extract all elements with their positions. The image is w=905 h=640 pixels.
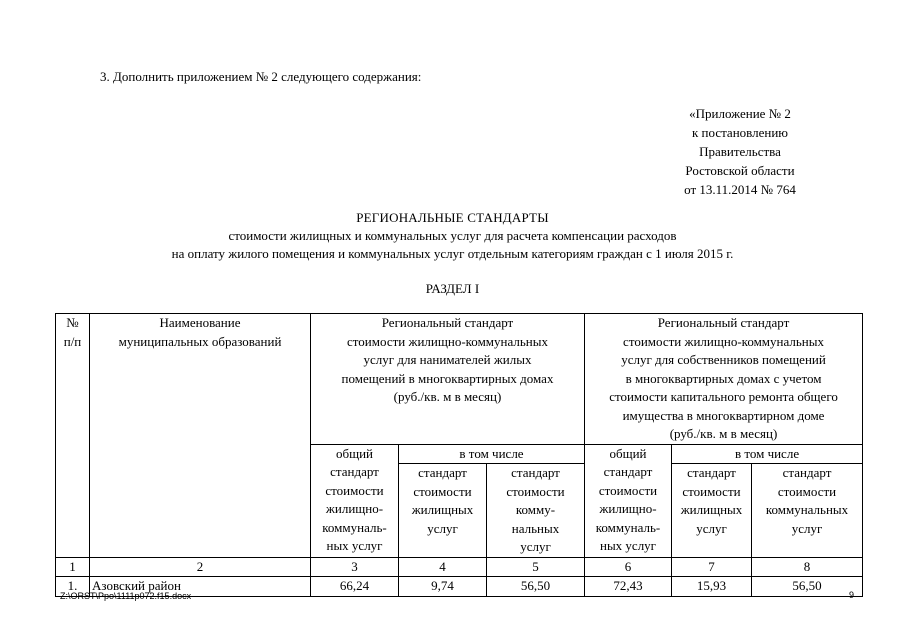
appendix-reference (620, 104, 860, 199)
header-total-g1: общий стандарт стоимости жилищно- коммуналь- ных услуг (311, 444, 399, 557)
column-number: 7 (672, 557, 752, 577)
document-title: РЕГИОНАЛЬНЫЕ СТАНДАРТЫ (356, 210, 549, 225)
row-housing-g1: 9,74 (399, 577, 487, 597)
header-num: № п/п (56, 314, 90, 558)
header-including-g1: в том числе (399, 444, 585, 464)
intro-paragraph: 3. Дополнить приложением № 2 следующего содержания: (100, 69, 422, 84)
appendix-line: Ростовской области (685, 163, 795, 178)
footer-page-number: 9 (849, 590, 855, 600)
document-subtitle-line2: на оплату жилого помещения и коммунальных услуг отдельным категориям граждан с 1 июля 2015 г. (171, 246, 734, 261)
row-communal-g1: 56,50 (487, 577, 585, 597)
column-number: 4 (399, 557, 487, 577)
standards-table (55, 313, 863, 597)
appendix-line: к постановлению (691, 125, 789, 140)
header-housing-g2: стандарт стоимости жилищных услуг (672, 464, 752, 558)
footer-file-path: Z:\ORST\Ppo\1111p072.f15.docx (60, 591, 192, 601)
header-total-g2: общий стандарт стоимости жилищно- коммуналь- ных услуг (585, 444, 672, 557)
header-row-1 (56, 314, 863, 445)
row-total-g1: 66,24 (311, 577, 399, 597)
appendix-line: Правительства (699, 144, 781, 159)
column-number: 6 (585, 557, 672, 577)
header-group-owners: Региональный стандарт стоимости жилищно-коммунальных услуг для собственников помещений в многоквартирных домах с учетом стоимости капитального ремонта общего имущества в многоквартирном доме (руб./кв. м в месяц) (585, 314, 863, 445)
header-communal-g1: стандарт стоимости комму- нальных услуг (487, 464, 585, 558)
column-number: 2 (90, 557, 311, 577)
column-number: 8 (752, 557, 863, 577)
appendix-line: «Приложение № 2 (689, 106, 791, 121)
row-municipality: Азовский район (90, 577, 311, 597)
appendix-line: от 13.11.2014 № 764 (684, 182, 796, 197)
header-housing-g1: стандарт стоимости жилищных услуг (399, 464, 487, 558)
document-subtitle-line1: стоимости жилищных и коммунальных услуг для расчета компенсации расходов (228, 228, 677, 243)
header-name: Наименование муниципальных образований (90, 314, 311, 558)
section-heading: РАЗДЕЛ I (425, 281, 480, 296)
row-total-g2: 72,43 (585, 577, 672, 597)
header-group-tenants: Региональный стандарт стоимости жилищно-коммунальных услуг для нанимателей жилых помещений в многоквартирных домах (руб./кв. м в месяц) (311, 314, 585, 445)
column-number: 1 (56, 557, 90, 577)
column-number-row (56, 557, 863, 577)
header-including-g2: в том числе (672, 444, 863, 464)
row-num: 1. (56, 577, 90, 597)
header-communal-g2: стандарт стоимости коммунальных услуг (752, 464, 863, 558)
column-number: 3 (311, 557, 399, 577)
row-housing-g2: 15,93 (672, 577, 752, 597)
row-communal-g2: 56,50 (752, 577, 863, 597)
column-number: 5 (487, 557, 585, 577)
